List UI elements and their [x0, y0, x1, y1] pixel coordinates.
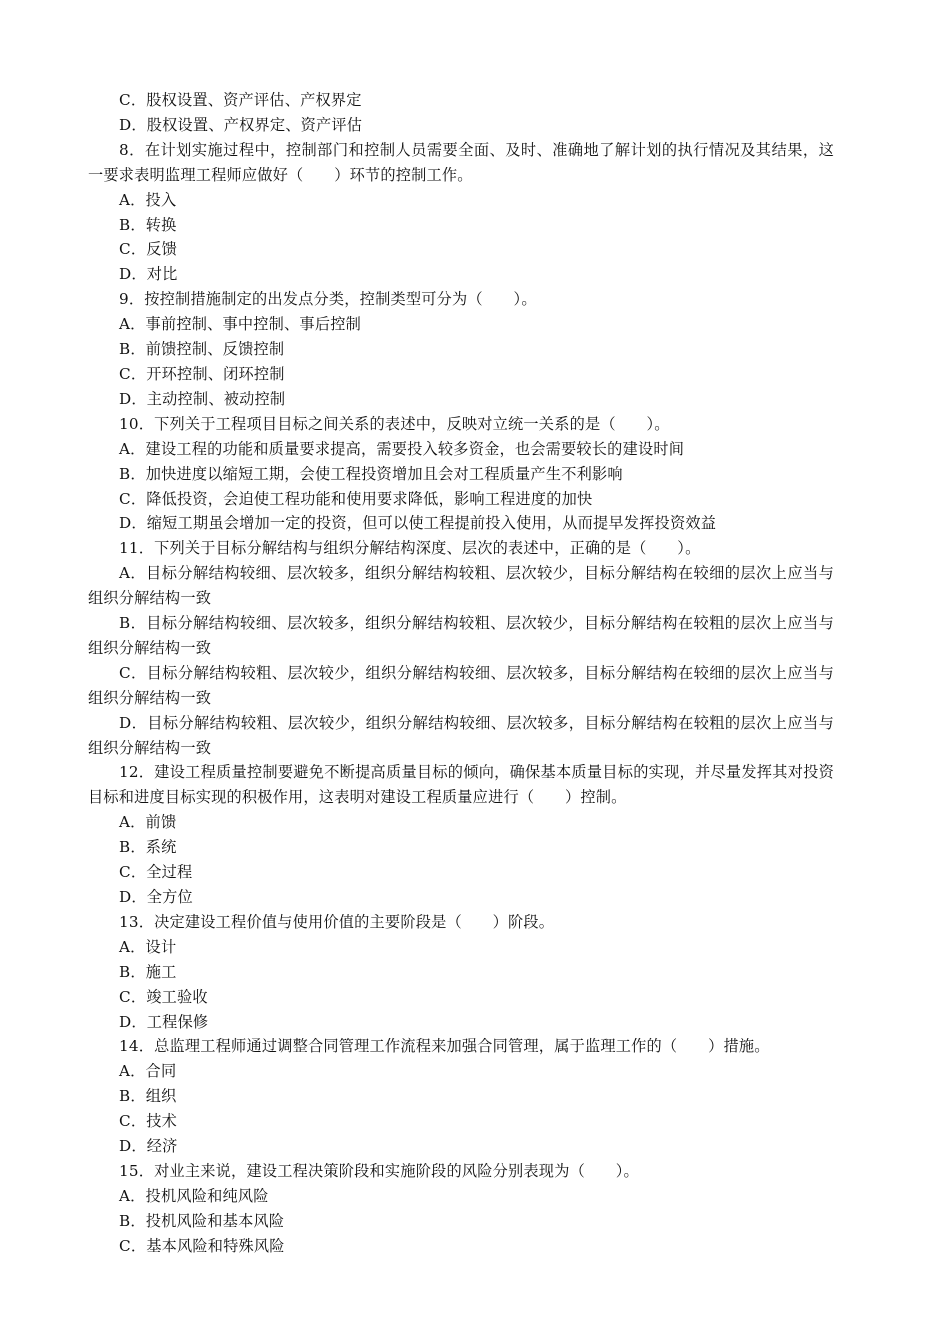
option-c-q15: C．基本风险和特殊风险 — [119, 1236, 285, 1255]
option-a-q14: A．合同 — [119, 1062, 177, 1081]
option-a-q9: A．事前控制、事中控制、事后控制 — [119, 315, 361, 334]
question-8: 8．在计划实施过程中，控制部门和控制人员需要全面、及时、准确地了解计划的执行情况及其结果，这一要求表明监理工程师应做好（ ）环节的控制工作。 — [88, 140, 834, 184]
option-b-q10: B．加快进度以缩短工期，会使工程投资增加且会对工程质量产生不利影响 — [119, 464, 623, 483]
option-d-q9: D．主动控制、被动控制 — [119, 389, 286, 408]
option-b-q9: B．前馈控制、反馈控制 — [119, 340, 285, 359]
question-13: 13．决定建设工程价值与使用价值的主要阶段是（ ）阶段。 — [119, 912, 555, 931]
option-d-q7: D．股权设置、产权界定、资产评估 — [119, 115, 363, 134]
option-b-q8: B．转换 — [119, 215, 177, 234]
option-d-q10: D．缩短工期虽会增加一定的投资，但可以使工程提前投入使用，从而提早发挥投资效益 — [119, 514, 717, 533]
option-c-q10: C．降低投资，会迫使工程功能和使用要求降低，影响工程进度的加快 — [119, 489, 593, 508]
option-d-q8: D．对比 — [119, 265, 178, 284]
option-c-q12: C．全过程 — [119, 863, 193, 882]
option-a-q11: A．目标分解结构较细、层次较多，组织分解结构较粗、层次较少，目标分解结构在较细的层次上应当与组织分解结构一致 — [88, 564, 834, 608]
option-a-q10: A．建设工程的功能和质量要求提高，需要投入较多资金，也会需要较长的建设时间 — [119, 439, 685, 458]
question-12: 12．建设工程质量控制要避免不断提高质量目标的倾向，确保基本质量目标的实现，并尽量发挥其对投资目标和进度目标实现的积极作用，这表明对建设工程质量应进行（ ）控制。 — [88, 763, 834, 807]
question-11: 11．下列关于目标分解结构与组织分解结构深度、层次的表述中，正确的是（ ）。 — [119, 539, 701, 558]
option-c-q9: C．开环控制、闭环控制 — [119, 364, 285, 383]
option-c-q11: C．目标分解结构较粗、层次较少，组织分解结构较细、层次较多，目标分解结构在较细的层次上应当与组织分解结构一致 — [88, 663, 834, 707]
question-9: 9．按控制措施制定的出发点分类，控制类型可分为（ ）。 — [119, 290, 537, 309]
option-d-q13: D．工程保修 — [119, 1012, 209, 1031]
option-a-q8: A．投入 — [119, 190, 177, 209]
option-b-q13: B．施工 — [119, 962, 177, 981]
option-b-q12: B．系统 — [119, 838, 177, 857]
option-a-q12: A．前馈 — [119, 813, 177, 832]
option-c-q8: C．反馈 — [119, 240, 177, 259]
question-15: 15．对业主来说，建设工程决策阶段和实施阶段的风险分别表现为（ ）。 — [119, 1161, 639, 1180]
option-a-q15: A．投机风险和纯风险 — [119, 1186, 269, 1205]
option-c-q13: C．竣工验收 — [119, 987, 208, 1006]
option-d-q12: D．全方位 — [119, 888, 193, 906]
option-d-q14: D．经济 — [119, 1137, 178, 1156]
question-14: 14．总监理工程师通过调整合同管理工作流程来加强合同管理，属于监理工作的（ ）措施。 — [119, 1037, 770, 1056]
option-b-q14: B．组织 — [119, 1087, 177, 1106]
question-10: 10．下列关于工程项目目标之间关系的表述中，反映对立统一关系的是（ ）。 — [119, 414, 670, 433]
option-c-q7: C．股权设置、资产评估、产权界定 — [119, 91, 362, 109]
option-b-q15: B．投机风险和基本风险 — [119, 1211, 285, 1230]
option-a-q13: A．设计 — [119, 937, 177, 956]
option-c-q14: C．技术 — [119, 1112, 177, 1131]
option-d-q11: D．目标分解结构较粗、层次较少，组织分解结构较细、层次较多，目标分解结构在较粗的层次上应当与组织分解结构一致 — [88, 713, 834, 757]
option-b-q11: B．目标分解结构较细、层次较多，组织分解结构较粗、层次较少，目标分解结构在较粗的层次上应当与组织分解结构一致 — [88, 614, 834, 657]
document-body — [88, 88, 834, 1259]
